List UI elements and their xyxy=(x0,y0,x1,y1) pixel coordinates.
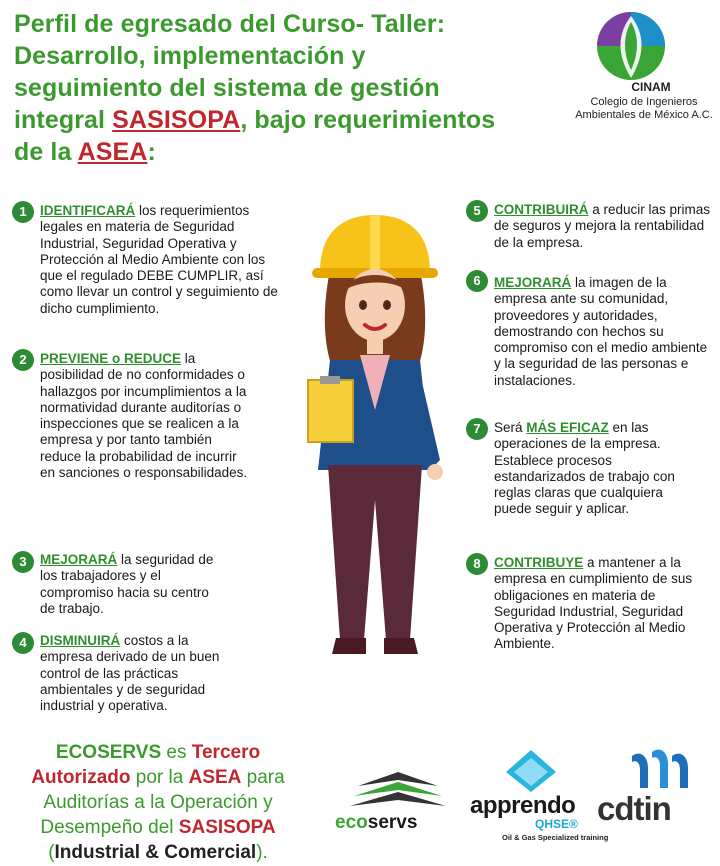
ecoservs-statement xyxy=(8,740,308,865)
keyword: MEJORARÁ xyxy=(494,275,572,290)
sasisopa-name: SASISOPA xyxy=(178,817,276,838)
item-text: los requerimientos legales en materia de Seguridad Industrial, Seguridad Operativa y Protección al Medio Ambiente con los que el regulado DEBE CUMPLIR, así como llevar un control y seguimiento de dicho cumplimiento. xyxy=(40,203,278,316)
apprendo-wordmark: apprendo xyxy=(470,792,576,819)
item-text: a reducir las primas de seguros y mejora la rentabilidad de la empresa. xyxy=(494,202,711,250)
number-badge-3: 3 xyxy=(12,551,34,573)
title-line-4 xyxy=(14,104,574,136)
ecoservs-wordmark xyxy=(335,812,417,834)
keyword: CONTRIBUIRÁ xyxy=(494,202,589,217)
item-text: Será xyxy=(494,420,527,435)
list-item-5 xyxy=(494,202,716,251)
number-badge-4: 4 xyxy=(12,632,34,654)
apprendo-logo-mark xyxy=(496,748,566,794)
number-badge-8: 8 xyxy=(466,553,488,575)
item-text: la imagen de la empresa ante su comunidad, proveedores y autoridades, demostrando con hechos su compromiso con el medio ambiente y la seguridad de las personas e instalaciones. xyxy=(494,275,708,388)
eco-part: eco xyxy=(335,812,368,833)
number-badge-7: 7 xyxy=(466,418,488,440)
list-item-7 xyxy=(494,420,694,518)
qhse-label: QHSE® xyxy=(535,817,578,831)
keyword: MÁS EFICAZ xyxy=(526,420,609,435)
title-line-2: Desarrollo, implementación y xyxy=(14,42,366,70)
keyword: MEJORARÁ xyxy=(40,552,118,567)
industrial-comercial: Industrial & Comercial xyxy=(54,842,257,863)
title-text: , bajo requerimientos xyxy=(240,106,496,134)
title-line-3: seguimiento del sistema de gestión xyxy=(14,74,440,102)
asea-name: ASEA xyxy=(188,767,242,788)
item-text: la posibilidad de no conformidades o hallazgos por incumplimientos a la normatividad durante auditorías o inspecciones que se realicen a la empresa y por tanto también reduce la probabilidad de incurrir en sanciones o responsabilidades. xyxy=(40,351,248,481)
oil-gas-tagline: Oil & Gas Specialized training xyxy=(502,833,609,842)
cinam-sub-line: Colegio de Ingenieros xyxy=(590,96,698,108)
cdtin-logo-mark xyxy=(626,748,692,792)
number-badge-2: 2 xyxy=(12,349,34,371)
statement-text: ( xyxy=(48,842,55,863)
keyword: PREVIENE o REDUCE xyxy=(40,351,182,366)
title-text: integral xyxy=(14,106,113,134)
cinam-subtitle xyxy=(570,96,718,122)
list-item-4 xyxy=(40,633,240,714)
keyword: CONTRIBUYE xyxy=(494,555,584,570)
page-title xyxy=(14,8,574,168)
ecoservs-logo-mark xyxy=(348,768,448,812)
statement-text: por la xyxy=(130,767,189,788)
number-badge-1: 1 xyxy=(12,201,34,223)
statement-text: ). xyxy=(256,842,268,863)
statement-text: es xyxy=(161,742,192,763)
list-item-8 xyxy=(494,555,716,653)
asea-highlight: ASEA xyxy=(77,138,148,166)
servs-part: servs xyxy=(367,812,418,833)
tercero-autorizado: Tercero Autorizado xyxy=(31,742,261,788)
cinam-name: CINAM xyxy=(631,80,671,94)
list-item-2 xyxy=(40,351,254,481)
keyword: IDENTIFICARÁ xyxy=(40,203,136,218)
item-text: a mantener a la empresa en cumplimiento de sus obligaciones en materia de Seguridad Industrial, Seguridad Operativa y Protección al Medio Ambiente. xyxy=(494,555,693,652)
list-item-3 xyxy=(40,552,220,617)
number-badge-6: 6 xyxy=(466,270,488,292)
item-text: en las operaciones de la empresa. Establece procesos estandarizados de trabajo con reglas claras que cualquiera puede seguir y aplicar. xyxy=(494,420,675,517)
title-text: : xyxy=(147,138,156,166)
ecoservs-name: ECOSERVS xyxy=(55,742,162,763)
title-line-1: Perfil de egresado del Curso- Taller: xyxy=(14,10,446,38)
number-badge-5: 5 xyxy=(466,200,488,222)
engineer-woman-illustration xyxy=(290,210,460,680)
title-text: de la xyxy=(14,138,78,166)
title-line-5 xyxy=(14,136,574,168)
list-item-6 xyxy=(494,275,716,389)
item-text: costos a la empresa derivado de un buen control de las prácticas ambientales y de seguridad industrial y operativa. xyxy=(40,633,220,714)
item-text: la seguridad de los trabajadores y el compromiso hacia su centro de trabajo. xyxy=(40,552,214,616)
cinam-sub-line: Ambientales de México A.C. xyxy=(575,109,713,121)
list-item-1 xyxy=(40,203,288,317)
keyword: DISMINUIRÁ xyxy=(40,633,121,648)
sasisopa-highlight: SASISOPA xyxy=(112,106,241,134)
statement-text: para Auditorías a la Operación y Desempeño del xyxy=(40,767,285,838)
cdtin-wordmark: cdtin xyxy=(597,790,671,827)
